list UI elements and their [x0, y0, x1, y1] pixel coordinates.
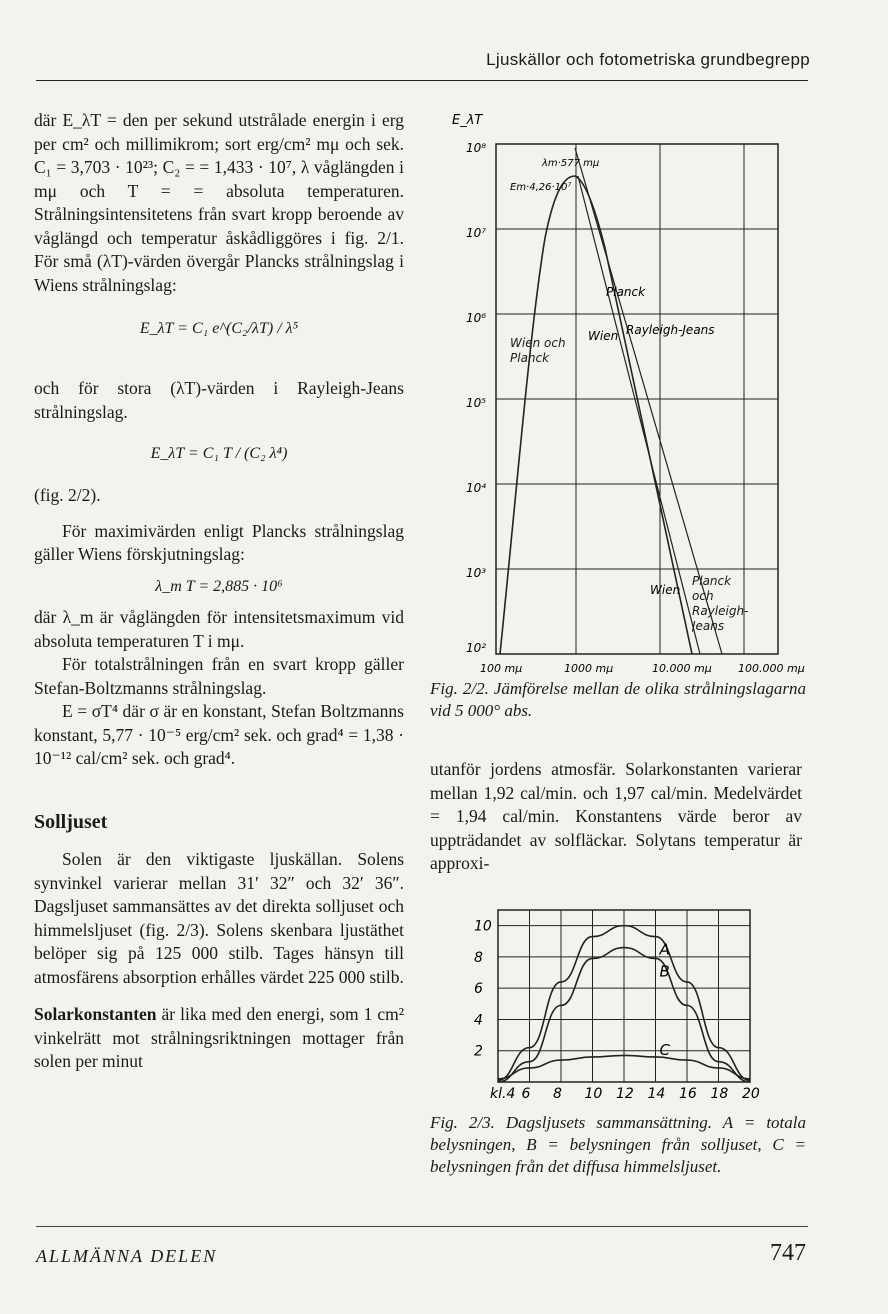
fig22-label-wien-planck: Wien och Planck — [510, 336, 566, 365]
fig23-xtick: 12 — [616, 1086, 634, 1102]
fig22-xtick: 1000 mμ — [564, 662, 614, 675]
right-column-text — [430, 758, 802, 876]
fig23-x-ticks — [490, 1086, 760, 1102]
fig23-ytick: 2 — [474, 1043, 483, 1060]
fig23-ytick: 10 — [474, 918, 492, 935]
fig23-caption: Fig. 2/3. Dagsljusets sammansättning. A = totala belysningen, B = belysningen från solljuset, C = belysningen från det diffusa himmelsljuset. — [430, 1113, 806, 1176]
paragraph-rayleigh-jeans: och för stora (λT)-värden i Rayleigh-Jeans strålningslag. — [34, 378, 404, 422]
paragraph-wavelength-max: där λ_m är våglängden för intensitetsmaximum vid absoluta temperaturen T i mμ. — [34, 607, 404, 651]
paragraph-solar-constant: Solarkonstanten är lika med den energi, som 1 cm² vinkelrätt mot strålningsriktningen mottager från solen per minut — [34, 1004, 404, 1071]
paragraph-stefan-boltzmann: E = σT⁴ där σ är en konstant, Stefan Boltzmanns konstant, 5,77 · 10⁻⁵ erg/cm² sek. och grad⁴ = 1,38 · 10⁻¹² cal/cm² sek. och grad⁴. — [34, 701, 404, 768]
paragraph-sunlight: Solen är den viktigaste ljuskällan. Solens synvinkel varierar mellan 31′ 32″ och 32′ 36″. Dagsljuset sammansättes av det direkta solljuset och himmelsljuset (fig. 2/3). Solens skenbara ljustäthet belöper sig på 125 000 stilb. Tages hänsyn till atmosfärens absorption erhålles värdet 225 000 stilb. — [34, 849, 404, 987]
fig23-ytick: 6 — [474, 981, 483, 998]
paragraph-energy-definition: där E_λT = den per sekund utstrålade energin i erg per cm² och millimikrom; sort erg/cm² mμ och sek. C₁ = 3,703 · 10²³; C₂ = = 1,433 · 10⁷, λ våglängden i mμ och T = = absoluta temperaturen. Strålningsintensitetens från svart kropp beroende av våglängd och temperatur åskådliggöres i fig. 2/1. För små (λT)-värden övergår Plancks strålningslag i Wiens strålningslag: — [34, 110, 404, 295]
fig23-label-A: A — [659, 940, 670, 959]
paragraph-displacement-law: För maximivärden enligt Plancks strålningslag gäller Wiens förskjutningslag: — [34, 520, 404, 564]
left-column — [34, 109, 404, 1074]
fig22-y-axis-label: E_λT — [452, 113, 483, 128]
fig23-ytick: 4 — [474, 1012, 483, 1029]
fig22-label-planck-rj: Planck och Rayleigh-Jeans — [692, 574, 749, 633]
fig22-ytick: 10⁶ — [466, 311, 487, 325]
fig23-label-C: C — [659, 1040, 670, 1059]
fig23-xtick: 16 — [679, 1086, 697, 1102]
figure-2-2 — [430, 108, 830, 676]
fig23-xtick: 10 — [584, 1086, 603, 1102]
header-rule — [36, 80, 808, 81]
fig23-ytick: 8 — [474, 949, 483, 966]
fig23-xtick: kl.4 — [490, 1086, 516, 1102]
section-title: Solljuset — [34, 810, 108, 833]
fig22-annot-lm: λm·577 mμ — [542, 158, 600, 169]
fig22-ytick: 10⁴ — [466, 481, 487, 495]
fig22-ytick: 10⁷ — [466, 226, 487, 240]
fig23-xtick: 14 — [647, 1086, 666, 1102]
fig22-label-rayleigh-jeans: Rayleigh-Jeans — [626, 323, 715, 337]
fig22-ytick: 10³ — [466, 566, 487, 580]
fig22-label-planck: Planck — [606, 285, 646, 299]
paragraph-solar-constant-cont: utanför jordens atmosfär. Solarkonstanten varierar mellan 1,92 cal/min. och 1,97 cal/min. Medelvärdet = 1,94 cal/min. Konstantens värde beror av uppträdandet av solfläckar. Solytans temperatur är approxi- — [430, 759, 802, 873]
footer-rule — [36, 1226, 808, 1227]
fig22-x-ticks — [480, 662, 805, 675]
footer-section: ALLMÄNNA DELEN — [36, 1246, 218, 1266]
fig22-xtick: 10.000 mμ — [652, 662, 712, 675]
fig23-xtick: 6 — [521, 1086, 531, 1102]
fig22-annot-em: Em·4,26·10⁷ — [510, 182, 572, 193]
fig23-xtick: 18 — [710, 1086, 729, 1102]
fig22-caption: Fig. 2/2. Jämförelse mellan de olika strålningslagarna vid 5 000° abs. — [430, 679, 806, 720]
fig23-xtick: 20 — [742, 1086, 760, 1102]
fig22-label-wien: Wien — [588, 329, 619, 343]
fig22-label-wien-planck-box — [510, 336, 572, 380]
page-number: 747 — [770, 1240, 806, 1266]
formula-rayleigh-jeans: E_λT = C₁ T / (C₂ λ⁴) — [150, 445, 288, 462]
formula-displacement: λ_m T = 2,885 · 10⁶ — [155, 577, 283, 595]
fig22-xtick: 100 mμ — [480, 662, 523, 675]
fig22-ytick: 10⁵ — [466, 396, 487, 410]
fig23-y-ticks — [474, 919, 492, 1060]
fig23-xtick: 8 — [553, 1086, 562, 1102]
formula-wien: E_λT = C₁ e^(C₂/λT) / λ⁵ — [139, 320, 299, 337]
fig-reference: (fig. 2/2). — [34, 485, 101, 505]
fig22-xtick: 100.000 mμ — [738, 662, 805, 675]
running-header: Ljuskällor och fotometriska grundbegrepp — [486, 50, 810, 69]
fig22-label-planck-rj-box — [692, 574, 778, 650]
fig22-y-ticks — [466, 141, 486, 655]
fig22-ytick: 10⁸ — [466, 141, 487, 155]
figure-2-3 — [468, 902, 768, 1102]
fig22-ytick: 10² — [466, 641, 487, 655]
fig22-curve-wien — [578, 176, 700, 654]
paragraph-total-radiation: För totalstrålningen från en svart kropp gäller Stefan-Boltzmanns strålningslag. — [34, 654, 404, 698]
term-solarkonstanten: Solarkonstanten — [34, 1004, 157, 1024]
fig22-label-wien-low: Wien — [650, 583, 681, 597]
fig23-label-B: B — [659, 962, 670, 981]
